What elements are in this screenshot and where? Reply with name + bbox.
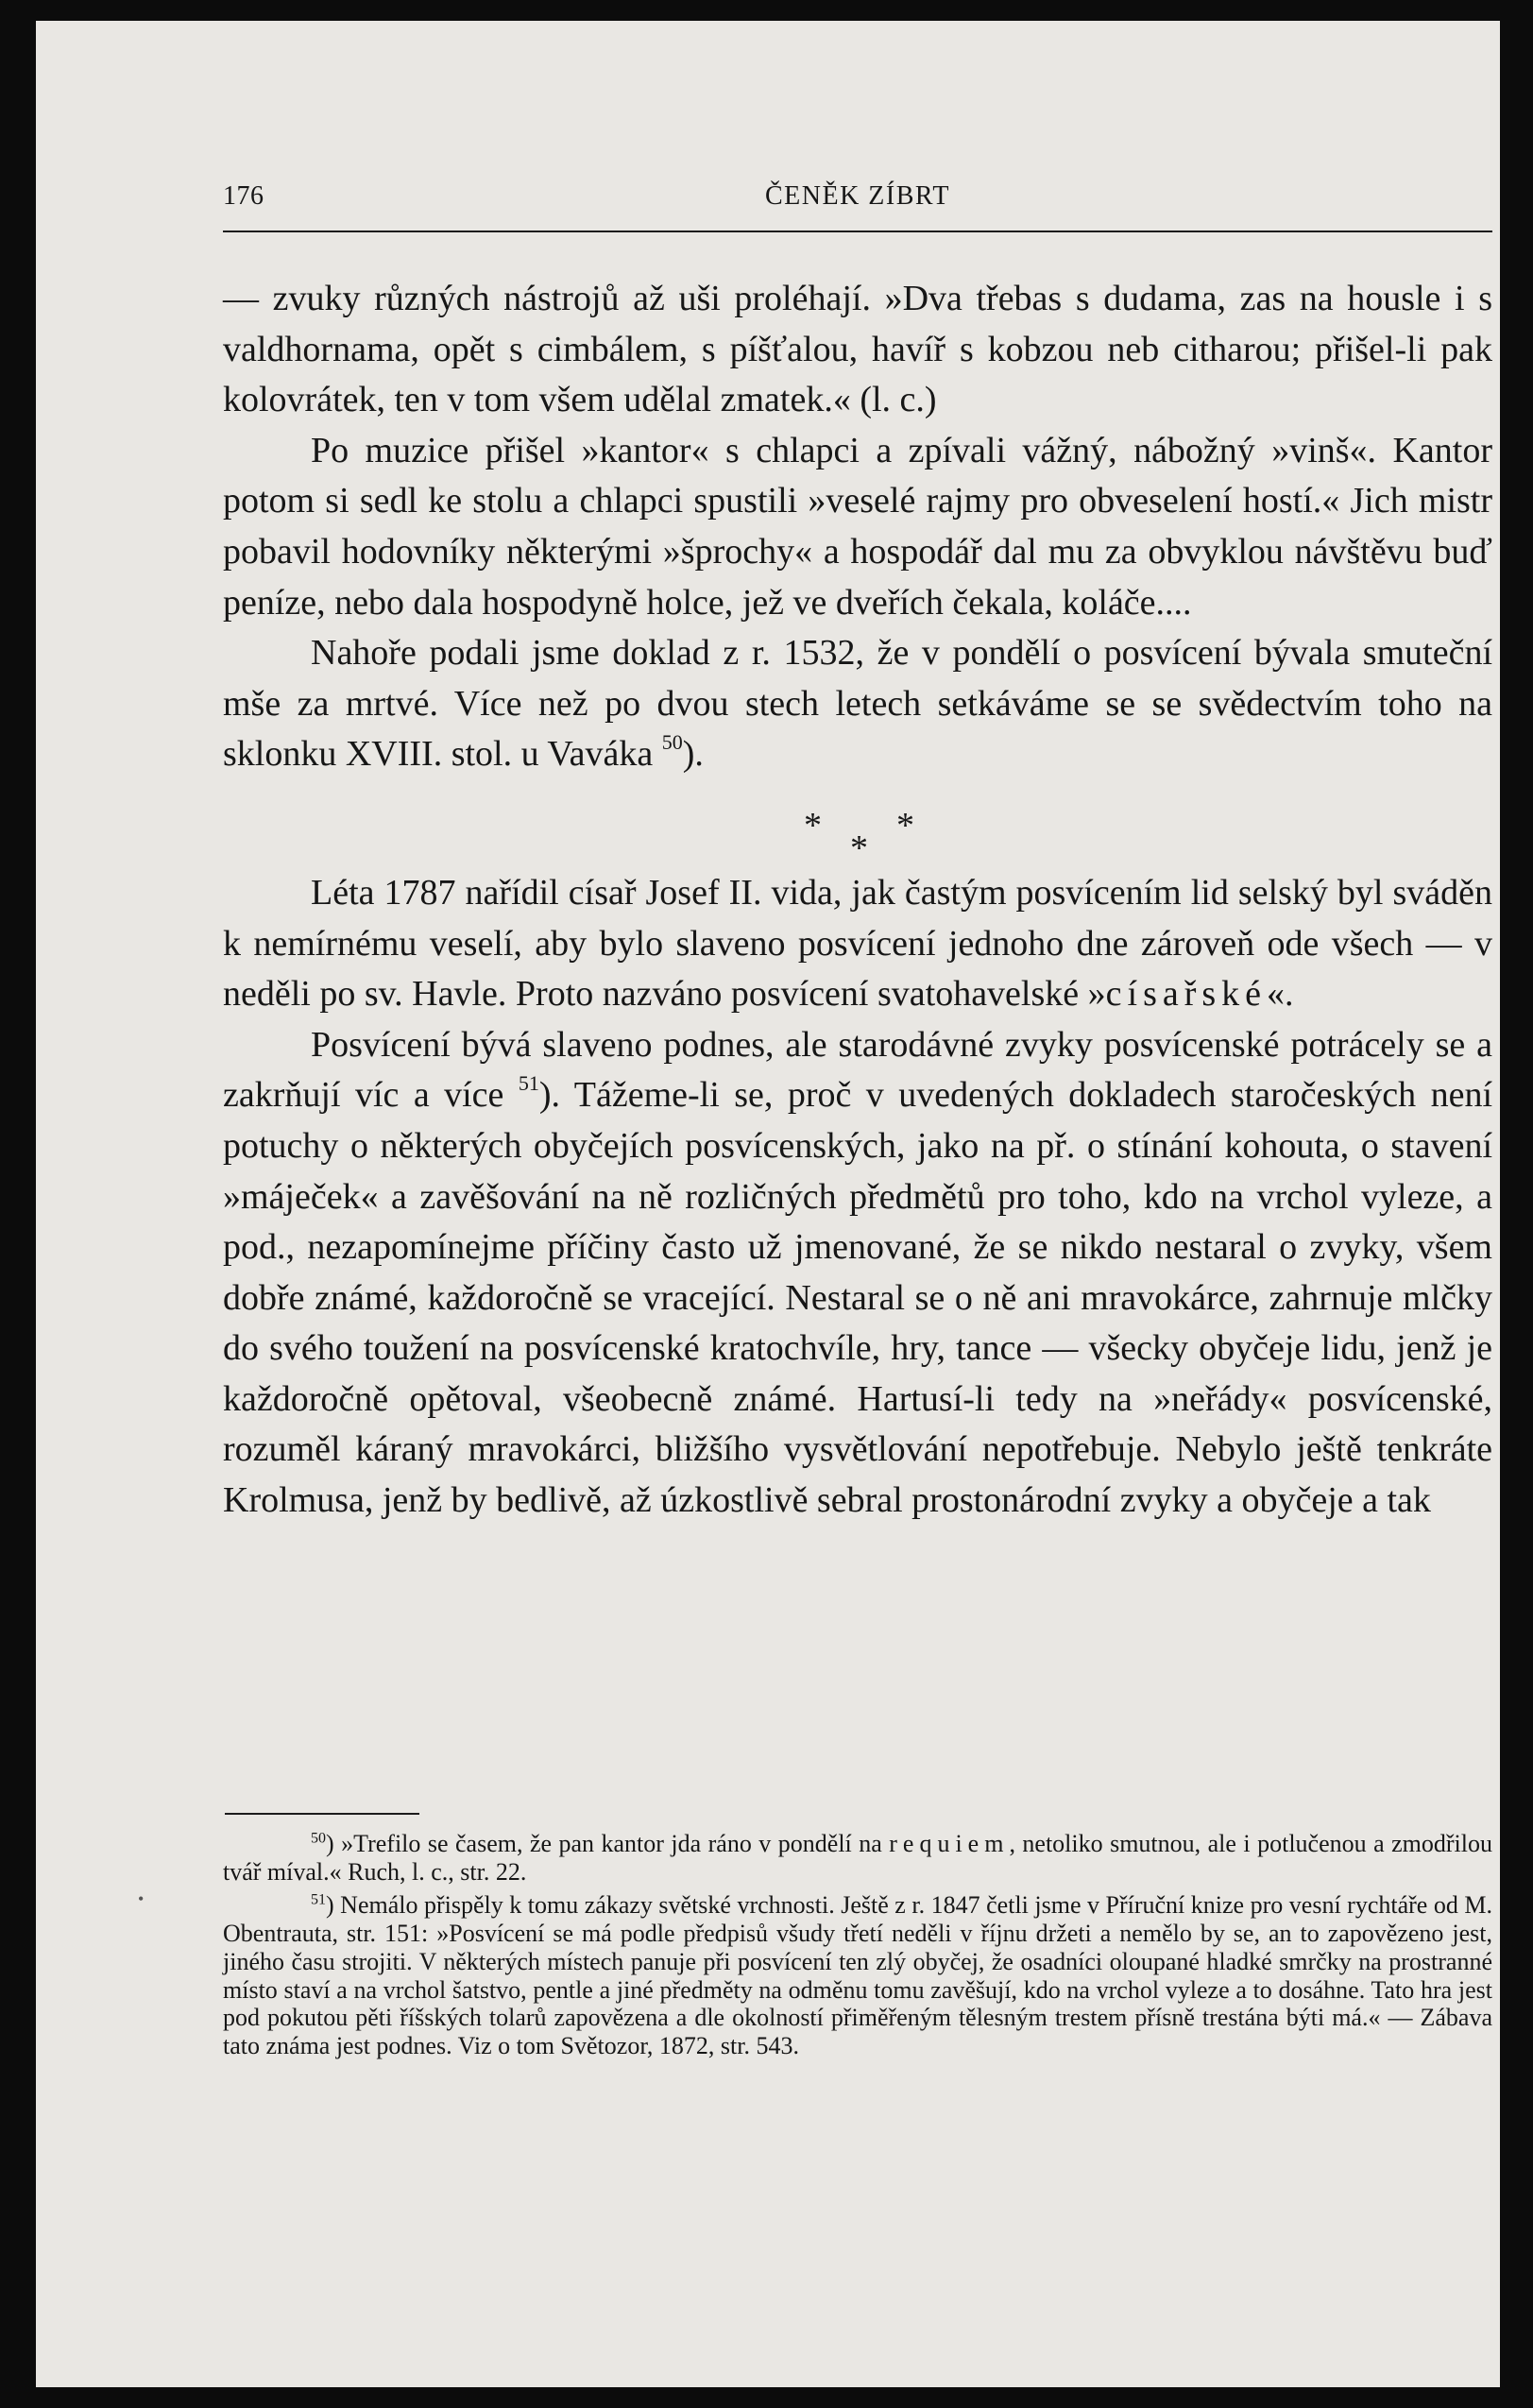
footnote-rule [225,1813,419,1815]
footnotes [223,1830,1492,2066]
footnote-51: $^{51}$) Nemálo přispěly k tomu zákazy světské vrchnosti. Ještě z r. 1847 četli jsme v Příruční knize pro vesní rychtáře od M. Obentrauta, str. 151: »Posvícení se má podle předpisů všudy třetí neděli v říjnu držeti a nemělo by se, an to zapovězeno jest, jiného času strojiti. V některých místech panuje při posvícení ten zlý obyčej, že osadníci oloupané hladké smrčky na prostranné místo staví a na vrchol šatstvo, pentle a jiné předměty na odměnu tomu zavěšují, kdo na vrchol vyleze a to dosáhne. Tato hra jest pod pokutou pěti říšských tolarů zapovězena a dle okolností přiměřeným tělesným trestem přísně trestána býti má.« — Zábava tato známa jest podnes. Viz o tom Světozor, 1872, str. 543. [223,1891,1492,2059]
footnote-50: $^{50}$) »Trefilo se časem, že pan kantor jda ráno v pondělí na requiem, netoliko smutnou, ale i potlučenou a zmodřilou tvář míval.« Ruch, l. c., str. 22. [223,1830,1492,1886]
paragraph-1: — zvuky různých nástrojů až uši proléhají. »Dva třebas s dudama, zas na housle i s valdhornama, opět s cimbálem, s píšťalou, havíř s kobzou neb citharou; přišel-li pak kolovrátek, ten v tom všem udělal zmatek.« (l. c.) [223,279,1492,420]
asterisk: * [804,805,822,845]
margin-dot: • [138,1889,145,1908]
book-page [36,21,1500,2387]
main-text [223,274,1492,1527]
running-title: ČENĚK ZÍBRT [764,181,951,211]
paragraph-5: Posvícení bývá slaveno podnes, ale starodávné zvyky posvícenské potrácely se a zakrňují víc a více $^{51}$). Tážeme-li se, proč v uvedených dokladech staročeských není potuchy o některých obyčejích posvícenských, jako na př. o stínání kohouta, o stavení »máječek« a zavěšování na ně rozličných předmětů pro toho, kdo na vrchol vyleze, a pod., nezapomínejme příčiny často už jmenované, že se nikdo nestaral o zvyky, všem dobře známé, každoročně se vracející. Nestaral se o ně ani mravokárce, zahrnuje mlčky do svého toužení na posvícenské kratochvíle, hry, tance — všecky obyčeje lidu, jenž je každoročně opětoval, všeobecně známé. Hartusí-li tedy na »neřády« posvícenské, rozuměl káraný mravokárci, bližšího vysvětlování nepotřebuje. Nebylo ještě tenkráte Krolmusa, jenž by bedlivě, až úzkostlivě sebral prostonárodní zvyky a obyčeje a tak [223,1024,1493,1521]
paragraph-4: Léta 1787 nařídil císař Josef II. vida, jak častým posvícením lid selský byl sváděn k nemírnému veselí, aby bylo slaveno posvícení jednoho dne zároveň ode všech — v neděli po sv. Havle. Proto nazváno posvícení svatohavelské »císařské«. [223,872,1492,1015]
asterisk: * [850,828,868,868]
header-rule [223,231,1492,232]
paragraph-3: Nahoře podali jsme doklad z r. 1532, že v pondělí o posvícení bývala smuteční mše za mrtvé. Více než po dvou stech letech setkáváme se se svědectvím toho na sklonku XVIII. stol. u Vaváka $^{50}$). [223,633,1492,775]
footnote-ref-51: 51 [518,1070,539,1095]
section-divider-asterisks [223,780,1492,868]
paragraph-2: Po muzice přišel »kantor« s chlapci a zpívali vážný, nábožný »vinš«. Kantor potom si sedl ke stolu a chlapci spustili »veselé rajmy pro obveselení hostí.« Jich mistr pobavil hodovníky některými »šprochy« a hospodář dal mu za obvyklou návštěvu buď peníze, nebo dala hospodyně holce, jež ve dveřích čekala, koláče.... [223,430,1492,623]
footnote-ref-50: 50 [661,729,683,754]
page-number: 176 [223,181,264,211]
asterisk: * [896,805,914,845]
